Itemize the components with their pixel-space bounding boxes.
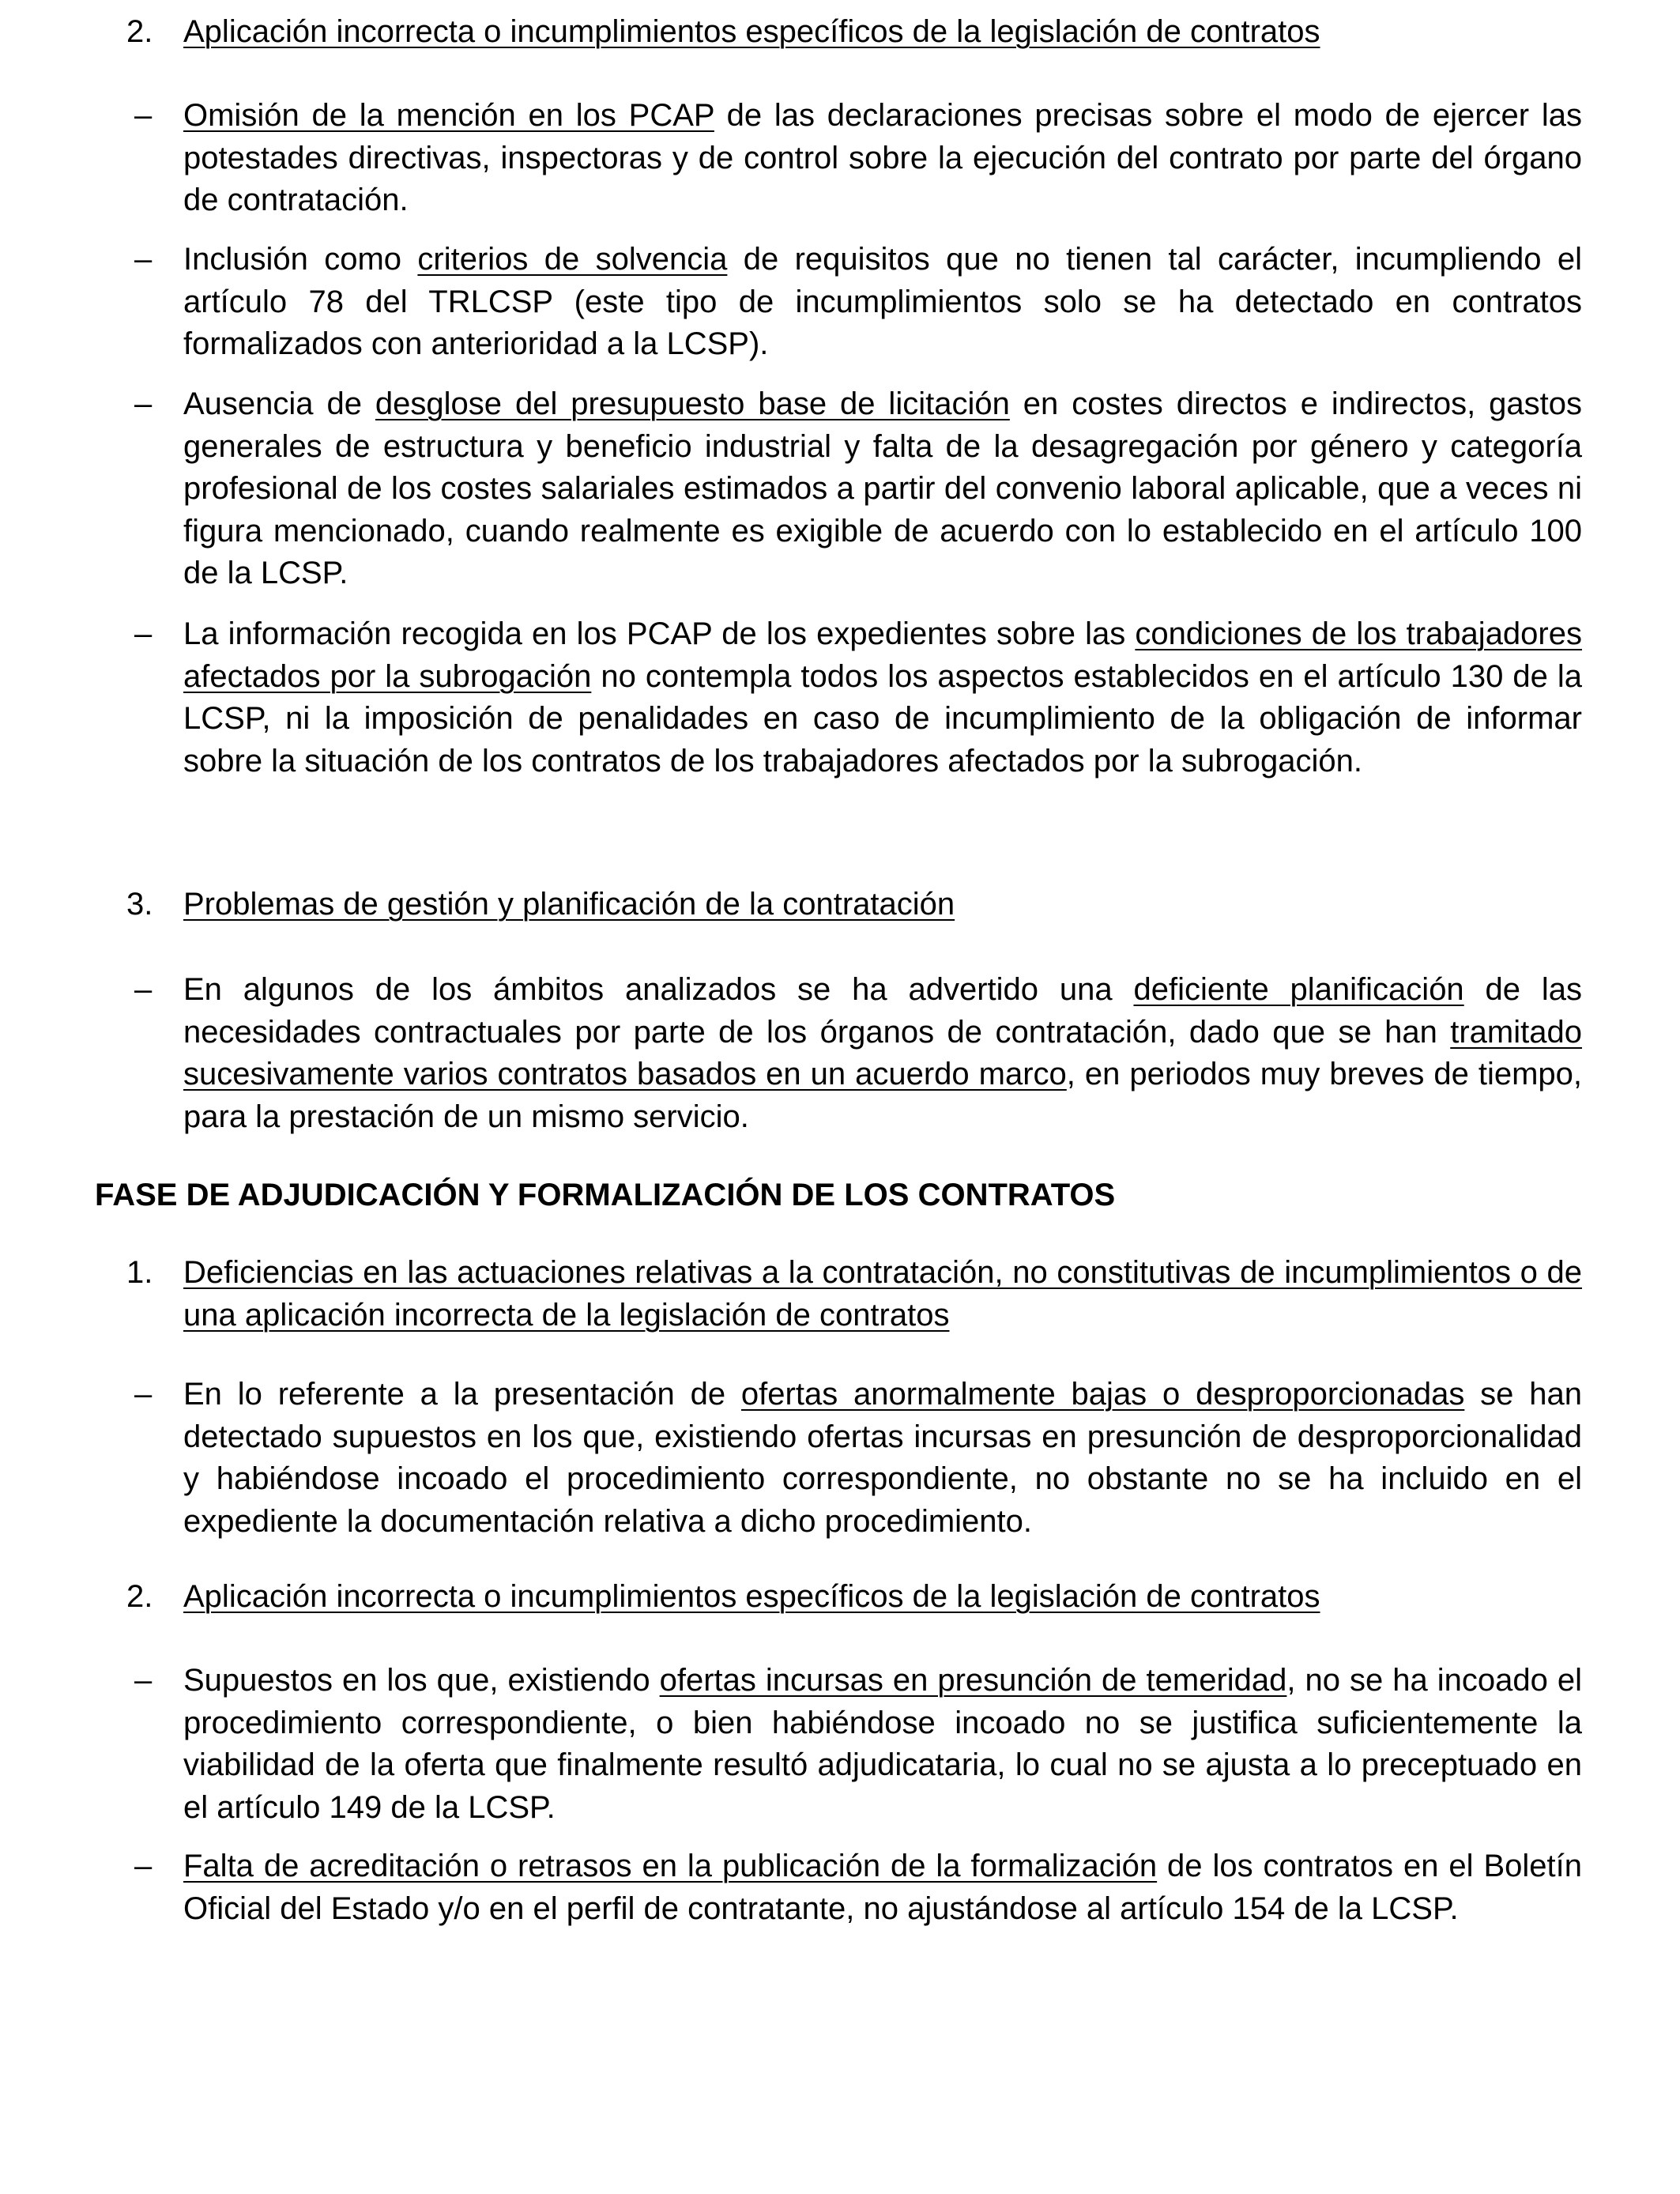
dash-bullet: –: [134, 1663, 153, 1698]
item-text: En lo referente a la presentación de: [183, 1377, 741, 1412]
dash-bullet: –: [134, 616, 153, 651]
underlined-phrase: Falta de acreditación o retrasos en la publicación de la formalización: [183, 1849, 1158, 1883]
section-title-text: Problemas de gestión y planificación de la contratación: [183, 887, 955, 922]
phase-heading: FASE DE ADJUDICACIÓN Y FORMALIZACIÓN DE LOS CONTRATOS: [95, 1178, 1116, 1212]
item-text: Inclusión como: [183, 242, 418, 277]
list-item: [134, 969, 1583, 1138]
underlined-phrase: desglose del presupuesto base de licitación: [375, 386, 1010, 421]
item-text: de las necesidades contractuales por parte de los órganos de contratación, dado que se han: [183, 972, 1583, 1050]
item-text: de los contratos en el Boletín Oficial del Estado y/o en el perfil de contratante, no ajustándose al artículo 154 de la LCSP.: [183, 1849, 1582, 1926]
item-text: Supuestos en los que, existiendo: [183, 1663, 660, 1698]
dash-bullet: –: [134, 972, 153, 1007]
list-item: [134, 1660, 1582, 1829]
underlined-phrase: Omisión de la mención en los PCAP: [183, 98, 714, 133]
section-2-title: [126, 11, 1582, 54]
item-text: , en periodos muy breves de tiempo, para la prestación de un mismo servicio.: [183, 1057, 1583, 1134]
item-text: no contempla todos los aspectos establecidos en el artículo 130 de la LCSP, ni la imposición de penalidades en caso de incumplimiento de la obligación de informar sobre la situación de los contratos de los trabajadores afectados por la subrogación.: [183, 658, 1583, 778]
item-text: se han detectado supuestos en los que, existiendo ofertas incursas en presunción de desproporcionalidad y habiéndose incoado el procedimiento correspondiente, no obstante no se ha incluido en el expediente la documentación relativa a dicho procedimiento.: [183, 1377, 1582, 1539]
section-number: 1.: [126, 1255, 153, 1290]
dash-bullet: –: [134, 386, 153, 421]
item-text: de requisitos que no tienen tal carácter, incumpliendo el artículo 78 del TRLCSP (este tipo de incumplimientos solo se ha detectado en contratos formalizados con anterioridad a la LCSP).: [183, 242, 1582, 361]
underlined-phrase: tramitado sucesivamente varios contratos basados en un acuerdo marco: [183, 1014, 1582, 1091]
list-item: [134, 383, 1582, 595]
section-title-text: Aplicación incorrecta o incumplimientos específicos de la legislación de contratos: [183, 1579, 1320, 1614]
underlined-phrase: criterios de solvencia: [417, 242, 728, 277]
underlined-phrase: ofertas incursas en presunción de temeridad: [659, 1663, 1287, 1698]
section-1-title: [126, 1252, 1582, 1336]
list-item: [134, 95, 1582, 222]
item-text: de las declaraciones precisas sobre el modo de ejercer las potestades directivas, inspectoras y de control sobre la ejecución del contrato por parte del órgano de contratación.: [183, 98, 1582, 217]
section-title-text: Aplicación incorrecta o incumplimientos específicos de la legislación de contratos: [183, 14, 1320, 49]
list-item: [134, 1374, 1582, 1543]
dash-bullet: –: [134, 1849, 153, 1883]
section-2b-title: [126, 1576, 1582, 1619]
underlined-phrase: deficiente planificación: [1133, 972, 1464, 1007]
item-text: La información recogida en los PCAP de los expedientes sobre las: [183, 616, 1136, 651]
list-item: [134, 239, 1582, 366]
list-item: [134, 613, 1583, 782]
dash-bullet: –: [134, 242, 153, 277]
section-number: 2.: [126, 14, 153, 49]
item-text: , no se ha incoado el procedimiento correspondiente, o bien habiéndose incoado no se justifica suficientemente la viabilidad de la oferta que finalmente resultó adjudicataria, lo cual no se ajusta a lo preceptuado en el artículo 149 de la LCSP.: [183, 1663, 1582, 1825]
list-item: [134, 1845, 1582, 1930]
section-3-title: [126, 884, 1582, 926]
underlined-phrase: ofertas anormalmente bajas o desproporcionadas: [740, 1377, 1465, 1412]
dash-bullet: –: [134, 98, 153, 133]
item-text: Ausencia de: [183, 386, 375, 421]
item-text: En algunos de los ámbitos analizados se ha advertido una: [183, 972, 1134, 1007]
section-number: 3.: [126, 887, 153, 922]
section-number: 2.: [126, 1579, 153, 1614]
dash-bullet: –: [134, 1377, 153, 1412]
item-text: en costes directos e indirectos, gastos generales de estructura y beneficio industrial y falta de la desagregación por género y categoría profesional de los costes salariales estimados a partir del convenio laboral aplicable, que a veces ni figura mencionado, cuando realmente es exigible de acuerdo con lo establecido en el artículo 100 de la LCSP.: [183, 386, 1582, 590]
section-title-text: Deficiencias en las actuaciones relativas a la contratación, no constitutivas de incumplimientos o de una aplicación incorrecta de la legislación de contratos: [183, 1255, 1582, 1333]
underlined-phrase: condiciones de los trabajadores afectados por la subrogación: [183, 616, 1582, 694]
